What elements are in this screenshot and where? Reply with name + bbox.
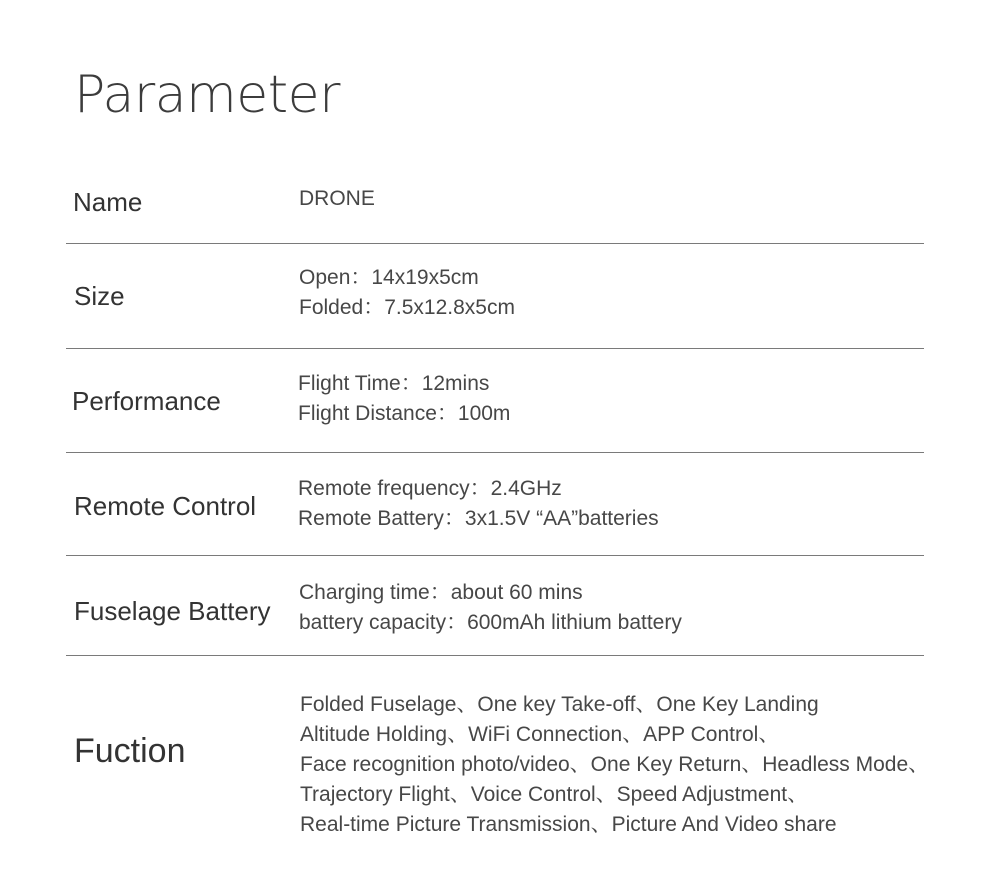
param-value-line: Flight Distance：100m bbox=[298, 402, 511, 425]
param-value-line: Face recognition photo/video、One Key Return、Headless Mode、 bbox=[300, 753, 930, 776]
param-value-remote-control bbox=[298, 474, 659, 534]
param-value-line: Folded Fuselage、One key Take-off、One Key Landing bbox=[300, 693, 819, 716]
param-value-line: Trajectory Flight、Voice Control、Speed Adjustment、 bbox=[300, 783, 809, 806]
param-value-line: battery capacity：600mAh lithium battery bbox=[299, 611, 682, 634]
row-divider bbox=[66, 452, 924, 453]
param-value-line: Flight Time：12mins bbox=[298, 372, 490, 395]
row-divider bbox=[66, 243, 924, 244]
param-value-line: Folded：7.5x12.8x5cm bbox=[299, 296, 515, 319]
param-value-line: Real-time Picture Transmission、Picture And Video share bbox=[300, 813, 837, 836]
param-value-performance bbox=[298, 369, 510, 429]
param-label-function: Fuction bbox=[74, 732, 186, 770]
param-value-line: Remote Battery：3x1.5V “AA”batteries bbox=[298, 507, 659, 530]
param-value-line: Open：14x19x5cm bbox=[299, 266, 479, 289]
param-value-line: Charging time：about 60 mins bbox=[299, 581, 583, 604]
row-divider bbox=[66, 555, 924, 556]
row-divider bbox=[66, 348, 924, 349]
param-value-size bbox=[299, 263, 515, 323]
param-value-line: Altitude Holding、WiFi Connection、APP Control、 bbox=[300, 723, 780, 746]
param-value-fuselage-battery bbox=[299, 578, 682, 638]
param-value-line: DRONE bbox=[299, 187, 375, 210]
page-title: Parameter bbox=[74, 65, 341, 125]
param-label-remote-control: Remote Control bbox=[74, 491, 257, 521]
param-label-fuselage-battery: Fuselage Battery bbox=[74, 596, 271, 626]
param-label-name: Name bbox=[73, 187, 143, 217]
param-value-function bbox=[300, 690, 929, 840]
param-label-performance: Performance bbox=[72, 386, 221, 416]
row-divider bbox=[66, 655, 924, 656]
param-value-line: Remote frequency：2.4GHz bbox=[298, 477, 562, 500]
param-label-size: Size bbox=[74, 281, 125, 311]
param-value-name bbox=[299, 184, 375, 214]
